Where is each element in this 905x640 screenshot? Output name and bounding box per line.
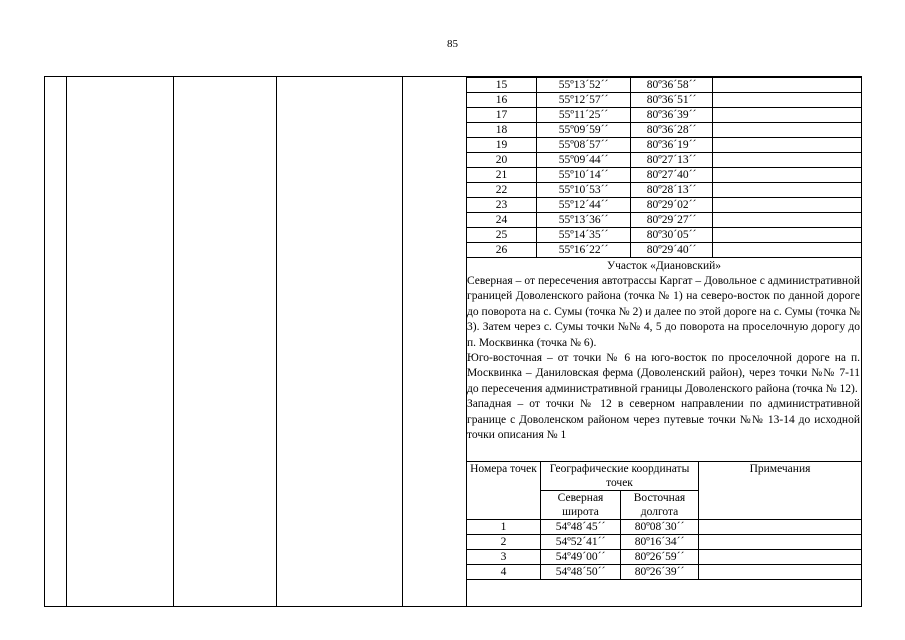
note-cell — [713, 123, 862, 138]
column-divider — [66, 77, 67, 606]
coordinates-table — [466, 461, 862, 580]
table-row — [467, 108, 862, 123]
note-cell — [699, 520, 862, 535]
table-row — [467, 78, 862, 93]
latitude-cell: 55º10´53´´ — [537, 183, 631, 198]
point-number-cell: 19 — [467, 138, 537, 153]
longitude-cell: 80º36´39´´ — [631, 108, 713, 123]
table-row — [467, 213, 862, 228]
longitude-cell: 80º26´39´´ — [621, 565, 699, 580]
longitude-cell: 80º36´19´´ — [631, 138, 713, 153]
longitude-cell: 80º27´13´´ — [631, 153, 713, 168]
page-number: 85 — [447, 38, 458, 50]
longitude-cell: 80º28´13´´ — [631, 183, 713, 198]
latitude-cell: 55º13´52´´ — [537, 78, 631, 93]
latitude-cell: 54º48´45´´ — [541, 520, 621, 535]
table-row — [467, 138, 862, 153]
point-number-cell: 20 — [467, 153, 537, 168]
table-row — [467, 243, 862, 258]
column-divider — [402, 77, 403, 606]
header-point-numbers: Номера точек — [467, 462, 541, 520]
point-number-cell: 18 — [467, 123, 537, 138]
point-number-cell: 1 — [467, 520, 541, 535]
table-row — [467, 153, 862, 168]
point-number-cell: 15 — [467, 78, 537, 93]
longitude-cell: 80º26´59´´ — [621, 550, 699, 565]
note-cell — [699, 550, 862, 565]
note-cell — [713, 108, 862, 123]
point-number-cell: 16 — [467, 93, 537, 108]
header-latitude: Северная широта — [541, 491, 621, 520]
point-number-cell: 26 — [467, 243, 537, 258]
latitude-cell: 55º08´57´´ — [537, 138, 631, 153]
note-cell — [713, 93, 862, 108]
table-row — [467, 550, 862, 565]
table-row — [467, 228, 862, 243]
latitude-cell: 54º48´50´´ — [541, 565, 621, 580]
table-row — [467, 93, 862, 108]
latitude-cell: 55º09´44´´ — [537, 153, 631, 168]
note-cell — [713, 138, 862, 153]
table-row — [467, 123, 862, 138]
latitude-cell: 54º52´41´´ — [541, 535, 621, 550]
longitude-cell: 80º29´02´´ — [631, 198, 713, 213]
north-boundary-text: Северная – от пересечения автотрассы Каргат – Довольное с административной границей Доволенского района (точка № 1) на северо-восток по данной дороге до поворота на с. Сумы (точка № 2) и далее по этой дороге на с. Сумы (точка № 3). Затем через с. Сумы точки №№ 4, 5 до поворота на проселочную дорогу до п. Москвинка (точка № 6). — [467, 275, 860, 349]
southeast-boundary-text: Юго-восточная – от точки № 6 на юго-восток по проселочной дороге на п. Москвинка – Даниловская ферма (Доволенский район), через точки №№ 7-11 до пересечения административной границы Доволенского района (точка № 12). — [467, 352, 860, 395]
section-title: Участок «Диановский» — [606, 260, 722, 272]
note-cell — [713, 168, 862, 183]
latitude-cell: 55º09´59´´ — [537, 123, 631, 138]
note-cell — [713, 78, 862, 93]
point-number-cell: 23 — [467, 198, 537, 213]
latitude-cell: 54º49´00´´ — [541, 550, 621, 565]
note-cell — [713, 198, 862, 213]
table-row — [467, 520, 862, 535]
table-row — [467, 198, 862, 213]
longitude-cell: 80º36´58´´ — [631, 78, 713, 93]
point-number-cell: 3 — [467, 550, 541, 565]
point-number-cell: 21 — [467, 168, 537, 183]
note-cell — [713, 153, 862, 168]
main-table — [44, 76, 862, 607]
note-cell — [713, 228, 862, 243]
boundary-description — [466, 274, 862, 443]
point-number-cell: 25 — [467, 228, 537, 243]
table-row — [467, 168, 862, 183]
longitude-cell: 80º16´34´´ — [621, 535, 699, 550]
table-row — [467, 565, 862, 580]
latitude-cell: 55º11´25´´ — [537, 108, 631, 123]
latitude-cell: 55º14´35´´ — [537, 228, 631, 243]
longitude-cell: 80º08´30´´ — [621, 520, 699, 535]
longitude-cell: 80º36´28´´ — [631, 123, 713, 138]
note-cell — [713, 213, 862, 228]
header-notes: Примечания — [699, 462, 862, 520]
longitude-cell: 80º29´40´´ — [631, 243, 713, 258]
header-geo-coordinates: Географические координаты точек — [541, 462, 699, 491]
point-number-cell: 22 — [467, 183, 537, 198]
column-divider — [276, 77, 277, 606]
point-number-cell: 2 — [467, 535, 541, 550]
point-number-cell: 17 — [467, 108, 537, 123]
description-column — [466, 77, 862, 606]
longitude-cell: 80º29´27´´ — [631, 213, 713, 228]
longitude-cell: 80º30´05´´ — [631, 228, 713, 243]
note-cell — [699, 565, 862, 580]
note-cell — [713, 243, 862, 258]
header-longitude: Восточная долгота — [621, 491, 699, 520]
longitude-cell: 80º36´51´´ — [631, 93, 713, 108]
point-number-cell: 4 — [467, 565, 541, 580]
latitude-cell: 55º10´14´´ — [537, 168, 631, 183]
latitude-cell: 55º12´44´´ — [537, 198, 631, 213]
latitude-cell: 55º12´57´´ — [537, 93, 631, 108]
latitude-cell: 55º13´36´´ — [537, 213, 631, 228]
table-row — [467, 183, 862, 198]
latitude-cell: 55º16´22´´ — [537, 243, 631, 258]
point-number-cell: 24 — [467, 213, 537, 228]
longitude-cell: 80º27´40´´ — [631, 168, 713, 183]
note-cell — [713, 183, 862, 198]
table-row — [467, 535, 862, 550]
note-cell — [699, 535, 862, 550]
column-divider — [173, 77, 174, 606]
west-boundary-text: Западная – от точки № 12 в северном направлении по административной границе с Доволенском районом через путевые точки №№ 13-14 до исходной точки описания № 1 — [467, 398, 860, 442]
coordinates-table-continued — [466, 77, 862, 258]
